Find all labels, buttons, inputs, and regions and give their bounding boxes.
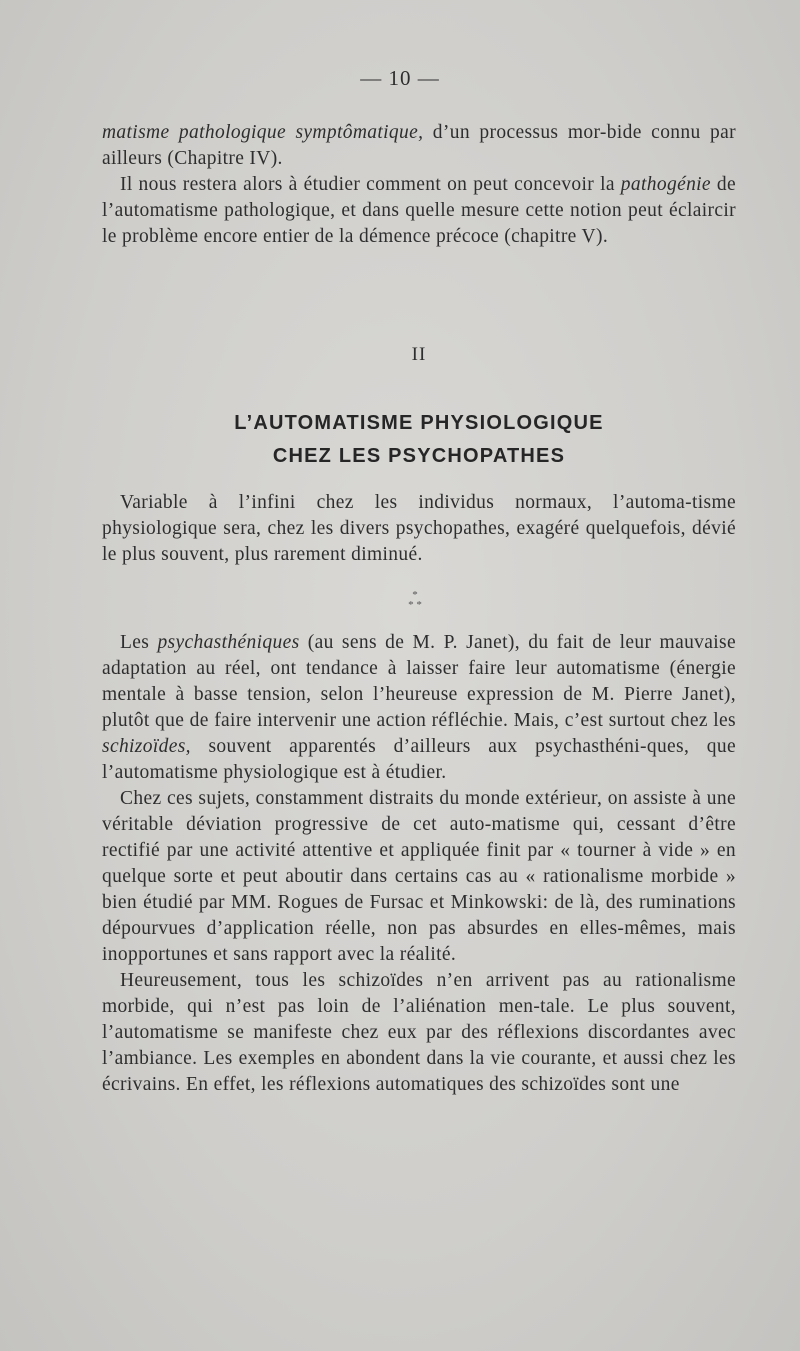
paragraph bbox=[102, 172, 736, 250]
italic-word: schizoïdes, bbox=[102, 736, 191, 757]
italic-phrase: matisme pathologique symptômatique, bbox=[102, 122, 424, 143]
text-run: d’un processus mor-bide connu par ailleurs (Chapitre IV). bbox=[102, 122, 737, 169]
text-run: Les bbox=[120, 632, 158, 653]
asterism-ornament bbox=[0, 590, 800, 610]
paragraph: Chez ces sujets, constamment distraits du monde extérieur, on assiste à une véritable déviation progressive de cet auto-matisme qui, cessant d’être rectifié par une activité attentive et appliquée finit par « tourner à vide » en quelque sorte et peut aboutir dans certains cas au « rationalisme morbide » bien étudié par MM. Rogues de Fursac et Minkowski: de là, des ruminations dépourvues d’application réelle, non pas absurdes en elles-mêmes, mais inopportunes et sans rapport avec la réalité. bbox=[102, 788, 736, 965]
page-number: — 10 — bbox=[360, 66, 440, 90]
text-run: Il nous restera alors à étudier comment on peut concevoir la bbox=[120, 174, 621, 195]
asterism-bottom: * * bbox=[408, 599, 422, 611]
paragraph: Heureusement, tous les schizoïdes n’en arrivent pas au rationalisme morbide, qui n’est pas loin de l’aliénation men-tale. Le plus souvent, l’automatisme se manifeste chez eux par des réflexions discordantes avec l’ambiance. Les exemples en abondent dans la vie courante, et aussi chez les écrivains. En effet, les réflexions automatiques des schizoïdes sont une bbox=[102, 970, 736, 1095]
intro-paragraph bbox=[102, 490, 736, 568]
text-run: souvent apparentés d’ailleurs aux psychasthéni-ques, que l’automatisme physiologique est à étudier. bbox=[102, 736, 736, 783]
top-paragraph bbox=[102, 120, 736, 250]
text-run: de l’automatisme pathologique, et dans quelle mesure cette notion peut éclaircir le problème encore entier de la démence précoce (chapitre V). bbox=[102, 174, 736, 247]
italic-word: psychasthéniques bbox=[157, 632, 300, 653]
asterism-top: * bbox=[412, 589, 418, 601]
section-title-line-1: L’AUTOMATISME PHYSIOLOGIQUE bbox=[234, 412, 604, 434]
paragraph-continuation bbox=[102, 120, 736, 172]
section-title-line-2: CHEZ LES PSYCHOPATHES bbox=[272, 445, 566, 467]
section-number: II bbox=[411, 344, 427, 365]
text-run: (au sens de M. P. Janet), du fait de leur mauvaise adaptation au réel, ont tendance à laisser faire leur automatisme (énergie mentale à basse tension, selon l’heureuse expression de M. Pierre Janet), plutôt que de faire intervenir une action réfléchie. Mais, c’est surtout chez les bbox=[102, 632, 736, 731]
paragraph bbox=[102, 630, 736, 786]
main-text bbox=[102, 630, 736, 1098]
italic-word: pathogénie bbox=[620, 174, 711, 195]
paragraph: Variable à l’infini chez les individus normaux, l’automa-tisme physiologique sera, chez les divers psychopathes, exagéré quelquefois, dévié le plus souvent, plus rarement diminué. bbox=[102, 492, 736, 565]
